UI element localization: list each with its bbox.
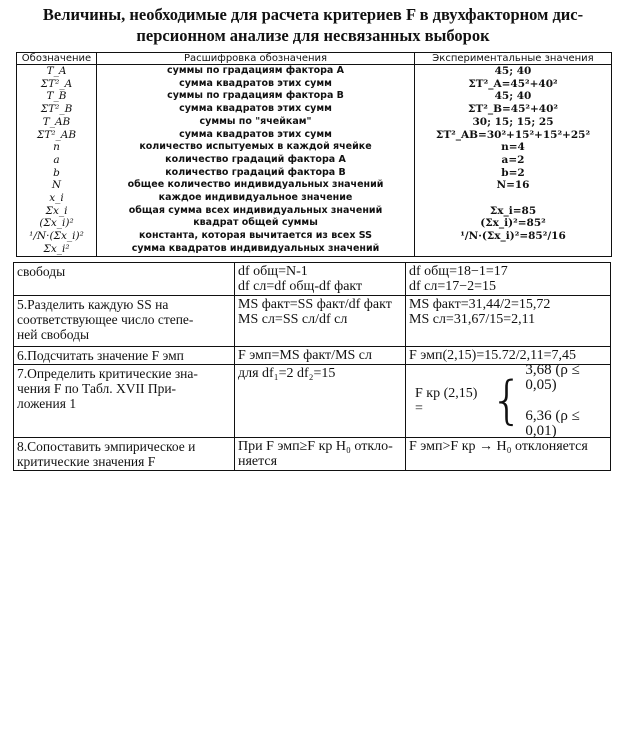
notation-meaning: количество градаций фактора А (97, 154, 415, 167)
step-5-line-1: 5.Разделить каждую SS на (17, 297, 169, 312)
notation-meaning: квадрат общей суммы (97, 217, 415, 230)
title-line-1: Величины, необходимые для расчета критериев F в двухфакторном дис- (42, 5, 584, 24)
step-5-line-3: ней свободы (17, 327, 90, 342)
header-notation: Обозначение (17, 53, 97, 65)
result-df-total: df общ=18−1=17 (409, 264, 508, 279)
result-ms-fact: MS факт=31,44/2=15,72 (409, 297, 551, 312)
notation-symbol: a (17, 154, 97, 167)
f-critical-005: 3,68 (ρ ≤ 0,05) (525, 362, 580, 393)
step-label (14, 296, 235, 347)
steps-table (13, 262, 611, 471)
notation-symbol: T_B (17, 90, 97, 103)
step-formula: F эмп=MS факт/MS сл (235, 347, 406, 365)
f-critical-001: 6,36 (ρ ≤ 0,01) (525, 408, 580, 439)
notation-symbol: ΣT²_B (17, 103, 97, 116)
notation-meaning: суммы по "ячейкам" (97, 116, 415, 129)
notation-value: Σx_i=85 (415, 205, 612, 218)
notation-row (17, 167, 612, 180)
notation-table (16, 52, 612, 257)
notation-row (17, 154, 612, 167)
result-df-error: df сл=17−2=15 (409, 279, 497, 294)
brace-symbol: { (490, 371, 524, 431)
f-critical-label: F кр (2,15) = (415, 386, 478, 416)
formula-ms-fact: MS факт=SS факт/df факт (238, 297, 392, 312)
step-result: F эмп(2,15)=15.72/2,11=7,45 (406, 347, 611, 365)
notation-symbol: ΣT²_A (17, 78, 97, 91)
step-8-line-2: критические значения F (17, 454, 156, 469)
notation-value: 45; 40 (415, 65, 612, 78)
notation-value: 30; 15; 15; 25 (415, 116, 612, 129)
notation-meaning: сумма квадратов этих сумм (97, 78, 415, 91)
notation-row (17, 205, 612, 218)
step-result: F эмп>F кр → H₀ отклоняется (406, 438, 611, 471)
formula-ms-error: MS сл=SS сл/df сл (238, 312, 348, 327)
step-label (14, 365, 235, 438)
header-meaning: Расшифровка обозначения (97, 53, 415, 65)
notation-meaning: сумма квадратов индивидуальных значений (97, 243, 415, 256)
notation-meaning: количество испытуемых в каждой ячейке (97, 141, 415, 154)
step-row-freedom (14, 263, 611, 296)
step-result (406, 263, 611, 296)
notation-symbol: N (17, 179, 97, 192)
rule-line-1: При F эмп≥F кр H₀ откло- (238, 439, 393, 454)
notation-value: (Σx_i)²=85² (415, 217, 612, 230)
notation-symbol: (Σx_i)² (17, 217, 97, 230)
notation-symbol: ¹/N·(Σx_i)² (17, 230, 97, 243)
notation-value: N=16 (415, 179, 612, 192)
notation-value: a=2 (415, 154, 612, 167)
step-row-8 (14, 438, 611, 471)
step-result (406, 296, 611, 347)
notation-symbol: n (17, 141, 97, 154)
formula-df-error: df сл=df общ-df факт (238, 279, 363, 294)
notation-rows (17, 65, 612, 257)
step-7-line-1: 7.Определить критические зна- (17, 366, 198, 381)
notation-row (17, 230, 612, 243)
step-result (406, 362, 611, 439)
notation-meaning: константа, которая вычитается из всех SS (97, 230, 415, 243)
notation-meaning: сумма квадратов этих сумм (97, 129, 415, 142)
step-formula: для df₁=2 df₂=15 (235, 365, 406, 438)
notation-row (17, 217, 612, 230)
notation-symbol: b (17, 167, 97, 180)
notation-meaning: каждое индивидуальное значение (97, 192, 415, 205)
step-row-6 (14, 347, 611, 365)
notation-meaning: суммы по градациям фактора А (97, 65, 415, 78)
notation-symbol: T_A (17, 65, 97, 78)
notation-row (17, 243, 612, 256)
step-label: 6.Подсчитать значение F эмп (14, 347, 235, 365)
notation-symbol: x_i (17, 192, 97, 205)
step-formula (235, 296, 406, 347)
notation-row (17, 103, 612, 116)
notation-row (17, 129, 612, 142)
step-label (14, 438, 235, 471)
notation-row (17, 78, 612, 91)
notation-symbol: Σx_i² (17, 243, 97, 256)
step-5-line-2: соответствующее число степе- (17, 312, 194, 327)
step-row-5 (14, 296, 611, 347)
rule-line-2: няется (238, 454, 278, 469)
notation-value: ¹/N·(Σx_i)²=85²/16 (415, 230, 612, 243)
notation-row (17, 141, 612, 154)
notation-row (17, 90, 612, 103)
header-values: Экспериментальные значения (415, 53, 612, 65)
step-7-line-2: чения F по Табл. XVII При- (17, 381, 177, 396)
notation-meaning: суммы по градациям фактора B (97, 90, 415, 103)
notation-value: n=4 (415, 141, 612, 154)
formula-df-total: df общ=N-1 (238, 264, 308, 279)
notation-meaning: общее количество индивидуальных значений (97, 179, 415, 192)
notation-meaning: общая сумма всех индивидуальных значений (97, 205, 415, 218)
notation-symbol: T_AB (17, 116, 97, 129)
notation-value: ΣT²_A=45²+40² (415, 78, 612, 91)
notation-meaning: сумма квадратов этих сумм (97, 103, 415, 116)
step-formula (235, 438, 406, 471)
notation-meaning: количество градаций фактора B (97, 167, 415, 180)
notation-row (17, 116, 612, 129)
step-row-7 (14, 365, 611, 438)
step-label: свободы (14, 263, 235, 296)
notation-value: ΣT²_AB=30²+15²+15²+25² (415, 129, 612, 142)
title-line-2: персионном анализе для несвязанных выборок (136, 26, 490, 45)
notation-row (17, 192, 612, 205)
result-ms-error: MS сл=31,67/15=2,11 (409, 312, 536, 327)
notation-row (17, 65, 612, 78)
notation-row (17, 179, 612, 192)
notation-symbol: ΣT²_AB (17, 129, 97, 142)
step-formula (235, 263, 406, 296)
notation-value: 45; 40 (415, 90, 612, 103)
notation-value (415, 243, 612, 256)
step-8-line-1: 8.Сопоставить эмпирическое и (17, 439, 196, 454)
page-title (6, 4, 620, 46)
notation-value: ΣT²_B=45²+40² (415, 103, 612, 116)
notation-header-row (17, 53, 612, 65)
notation-symbol: Σx_i (17, 205, 97, 218)
notation-value (415, 192, 612, 205)
notation-value: b=2 (415, 167, 612, 180)
step-7-line-3: ложения 1 (17, 396, 77, 411)
